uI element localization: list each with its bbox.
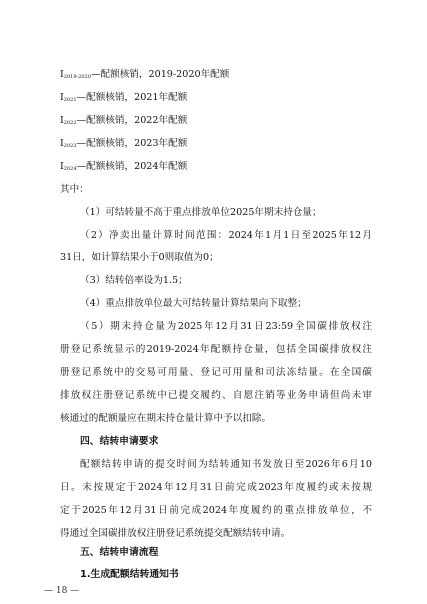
- where-label: 其中：: [60, 184, 89, 195]
- formula-def-2019-2020: $I_{2019-2020}—$配额核销，2019-2020年配额: [60, 69, 230, 80]
- section-4-line-1: 配额结转申请的提交时间为结转通知书发放日至2026年6月10: [80, 459, 372, 470]
- condition-4: （4）重点排放单位最大可结转量计算结果向下取整；: [80, 298, 307, 309]
- formula-def-2022: $I_{2022}—$配额核销，2022年配额: [60, 115, 188, 126]
- section-5-title: 五、结转申请流程: [80, 547, 159, 558]
- formula-def-2021: $I_{2021}—$配额核销，2021年配额: [60, 92, 188, 103]
- condition-2-line-2: 31日，如计算结果小于0则取值为0；: [60, 252, 219, 263]
- condition-5-line-3: 册登记系统中的交易可用量、登记可用量和司法冻结量。在全国碳: [60, 367, 372, 378]
- condition-5-line-5: 核通过的配额量应在期末持仓量计算中予以扣除。: [60, 413, 272, 424]
- condition-5-line-1: （5）期末持仓量为2025年12月31日23:59全国碳排放权注: [80, 321, 372, 332]
- page-number: — 18 —: [44, 586, 80, 596]
- section-4-line-3: 定于2025年12月31日前完成2024年度履约的重点排放单位，不: [60, 505, 372, 516]
- subsection-1-title: 1.生成配额结转通知书: [80, 569, 179, 580]
- condition-5-line-4: 排放权注册登记系统中已提交履约、自愿注销等业务申请但尚未审: [60, 390, 372, 401]
- section-4-title: 四、结转申请要求: [80, 436, 159, 447]
- condition-2-line-1: （2）净卖出量计算时间范围：2024年1月1日至2025年12月: [80, 230, 372, 241]
- condition-3: （3）结转倍率设为1.5；: [80, 275, 188, 286]
- section-4-line-2: 日。未按规定于2024年12月31日前完成2023年度履约或未按规: [60, 482, 372, 493]
- condition-1: （1）可结转量不高于重点排放单位2025年期末持仓量；: [80, 207, 322, 218]
- formula-def-2024: $I_{2024}—$配额核销，2024年配额: [60, 161, 188, 172]
- formula-def-2023: $I_{2023}—$配额核销，2023年配额: [60, 138, 188, 149]
- condition-5-line-2: 册登记系统显示的2019-2024年配额持仓量，包括全国碳排放权注: [60, 344, 372, 355]
- section-4-line-4: 得通过全国碳排放权注册登记系统提交配额结转申请。: [60, 528, 291, 539]
